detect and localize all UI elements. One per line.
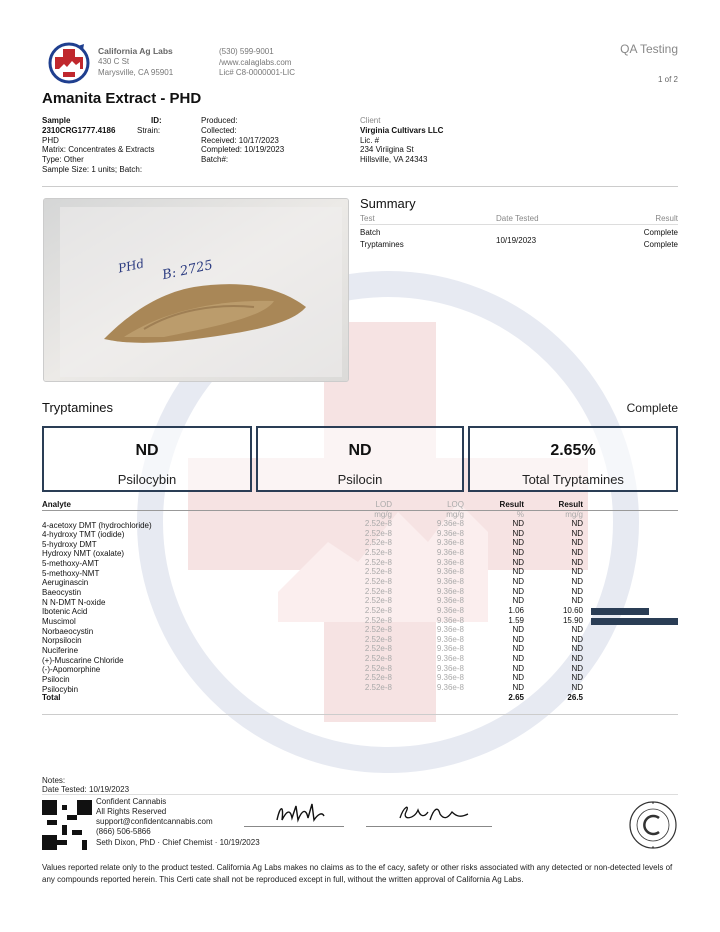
lab-contact [219,47,295,79]
signoff-phone: (866) 506-5866 [96,827,151,836]
signature-image [390,800,480,826]
analyte-result-mgg: ND [571,625,583,635]
analyte-loq: 9.36e-8 [436,683,464,693]
analyte-loq: 9.36e-8 [436,586,464,596]
column-header-result-percent: Result [499,500,524,509]
collected-date: Collected: [201,125,237,135]
client-address2: Hillsville, VA 24343 [360,155,428,165]
analyte-loq: 9.36e-8 [436,654,464,664]
analyte-name: Hydroxy NMT (oxalate) [42,549,125,559]
analyte-name: 4-acetoxy DMT (hydrochloride) [42,520,152,530]
client-label: Client [360,116,381,125]
column-header-lod: LOD [375,500,392,509]
analyte-loq: 9.36e-8 [436,519,464,528]
analyte-loq: 9.36e-8 [436,528,464,538]
column-header-analyte: Analyte [42,500,71,509]
analyte-lod: 2.52e-8 [364,576,392,586]
analyte-result-mgg: ND [571,557,583,567]
unit-result-mgg: mg/g [565,510,583,519]
summary-row-tryptamines-test: Tryptamines [360,240,404,249]
analyte-name: Ibotenic Acid [42,607,88,617]
sample-type: Type: Other [42,155,84,165]
highlight-label: Total Tryptamines [522,472,624,487]
analyte-loq: 9.36e-8 [436,596,464,606]
column-header-loq: LOQ [447,500,464,509]
analyte-lod: 2.52e-8 [364,605,392,615]
total-result-mgg: 26.5 [567,692,583,702]
analyte-lod: 2.52e-8 [364,644,392,654]
analyte-result-mgg: ND [571,654,583,664]
analyte-result-percent: ND [512,519,524,528]
analyte-name: (+)-Muscarine Chloride [42,655,124,665]
analyte-result-mgg: 15.90 [562,615,583,625]
analyte-result-mgg: ND [571,519,583,528]
signature-line [244,826,344,827]
analyte-lod: 2.52e-8 [364,557,392,567]
analyte-result-percent: ND [512,673,524,683]
notes [42,776,129,794]
unit-loq: mg/g [446,510,464,519]
sample-photo [43,198,349,382]
matrix: Matrix: Concentrates & Extracts [42,145,155,155]
highlight-label: Psilocybin [117,472,177,487]
analyte-result-percent: ND [512,625,524,635]
analyte-lod: 2.52e-8 [364,519,392,528]
signoff-company: Confident Cannabis [96,797,167,806]
notes-date-tested: Date Tested: 10/19/2023 [42,785,130,794]
analyte-result-bar [591,608,649,615]
highlight-value: ND [135,442,159,459]
summary-header-test: Test [360,214,375,223]
signature-image [262,800,342,826]
analyte-lod: 2.52e-8 [364,634,392,644]
analyte-lod: 2.52e-8 [364,673,392,683]
summary-header-result: Result [655,214,678,223]
analyte-name: 5-methoxy-NMT [42,568,100,578]
summary-header-date: Date Tested [496,214,539,223]
analyte-result-mgg: ND [571,538,583,548]
analyte-result-percent: ND [512,576,524,586]
page-title: Amanita Extract - PHD [42,90,202,107]
highlight-value: 2.65% [550,442,596,459]
total-result-percent: 2.65 [508,692,524,702]
sample-dates [201,116,284,165]
analyte-result-mgg: 10.60 [562,605,583,615]
sample-id: 2310CRG1777.4186 [42,125,116,135]
signer-title: Chief Chemist [162,838,213,847]
summary-title: Summary [360,196,416,211]
analyte-result-percent: ND [512,663,524,673]
photo-writing-batch-name: PHd [116,256,146,276]
summary-row-tryptamines-date: 10/19/2023 [496,236,537,245]
analyte-result-percent: ND [512,683,524,693]
analyte-result-mgg: ND [571,634,583,644]
analyte-result-mgg: ND [571,663,583,673]
lab-name: California Ag Labs [98,46,173,56]
signoff-signer-block: Seth Dixon, PhD · Chief Chemist · 10/19/2023 [96,838,260,847]
analyte-name: 4-hydroxy TMT (iodide) [42,530,125,540]
analyte-result-percent: ND [512,596,524,606]
analyte-loq: 9.36e-8 [436,663,464,673]
analyte-name: N N-DMT N-oxide [42,597,106,607]
analyte-lod: 2.52e-8 [364,683,392,693]
photo-writing-batch-code: B: 2725 [160,257,215,284]
analyte-result-percent: ND [512,634,524,644]
analyte-lod: 2.52e-8 [364,663,392,673]
unit-result-percent: % [516,510,524,519]
analyte-result-mgg: ND [571,576,583,586]
analyte-result-percent: ND [512,528,524,538]
analyte-lod: 2.52e-8 [364,615,392,625]
highlight-psilocybin [42,426,252,492]
report-type: QA Testing [620,42,678,56]
strain-label: Strain: [137,126,161,135]
lab-website[interactable]: /www.calaglabs.com [219,57,292,67]
sample-label: Sample [42,116,71,125]
summary-row-tryptamines-result: Complete [643,240,678,249]
signoff-block [96,797,213,837]
analyte-result-mgg: ND [571,528,583,538]
client-name: Virginia Cultivars LLC [360,125,444,135]
analyte-result-mgg: ND [571,547,583,557]
id-label: ID: [151,116,162,125]
analyte-result-percent: 1.59 [508,615,524,625]
analyte-loq: 9.36e-8 [436,634,464,644]
analyte-name: Norpsilocin [42,636,82,646]
analyte-result-percent: ND [512,547,524,557]
section-title: Tryptamines [42,400,114,415]
footer-disclaimer: Values reported relate only to the product tested. California Ag Labs makes no claims as to the ef cacy, safety or other risks associated with any detected or non-detected levels of any compounds reported herein. This Certi cate shall not be reproduced except in full, without the written approval of California Ag Labs. [42,863,673,884]
table-bottom-divider [42,714,678,715]
analyte-name: Psilocybin [42,684,79,694]
sample-size: Sample Size: 1 units; Batch: [42,164,143,174]
lab-phone: (530) 599-9001 [219,47,274,56]
signoff-rights: All Rights Reserved [96,807,167,816]
analyte-result-mgg: ND [571,683,583,693]
analyte-loq: 9.36e-8 [436,547,464,557]
analyte-result-percent: ND [512,567,524,577]
sample-info [42,116,154,175]
client-address1: 234 Viriigina St [360,145,414,155]
signoff-date: 10/19/2023 [219,838,260,847]
summary-divider [360,224,678,225]
confident-cannabis-seal-icon [628,800,678,850]
analyte-result-mgg: ND [571,673,583,683]
analyte-lod: 2.52e-8 [364,654,392,664]
analyte-name: 5-hydroxy DMT [42,539,97,549]
column-header-result-mgg: Result [558,500,583,509]
highlight-value: ND [348,442,372,459]
received-date: Received: 10/17/2023 [201,135,279,145]
analyte-loq: 9.36e-8 [436,576,464,586]
analyte-name: 5-methoxy-AMT [42,559,99,569]
analyte-result-percent: ND [512,644,524,654]
analyte-name: Muscimol [42,617,76,626]
divider [42,186,678,187]
client-info [360,116,443,165]
analyte-result-mgg: ND [571,596,583,606]
lab-address [98,57,173,78]
signature-line [366,826,492,827]
highlight-label: Psilocin [337,472,383,487]
analyte-result-percent: 1.06 [508,605,524,615]
analyte-name: Norbaeocystin [42,626,94,636]
analyte-result-bar [591,618,678,625]
page-number: 1 of 2 [657,75,678,84]
unit-lod: mg/g [374,510,392,519]
lab-license: Lic# C8-0000001-LIC [219,68,296,77]
highlight-total-tryptamines [468,426,678,492]
section-status: Complete [626,401,678,415]
analyte-name: (-)-Apomorphine [42,665,101,675]
analyte-lod: 2.52e-8 [364,528,392,538]
sample-bag-image [44,199,349,382]
analyte-loq: 9.36e-8 [436,557,464,567]
notes-divider [42,794,678,795]
produced-date: Produced: [201,116,238,125]
analyte-lod: 2.52e-8 [364,586,392,596]
qr-code-icon[interactable] [42,800,92,850]
analyte-loq: 9.36e-8 [436,644,464,654]
analyte-loq: 9.36e-8 [436,673,464,683]
analyte-lod: 2.52e-8 [364,567,392,577]
analyte-lod: 2.52e-8 [364,538,392,548]
analyte-result-percent: ND [512,538,524,548]
analyte-result-percent: ND [512,654,524,664]
analyte-lod: 2.52e-8 [364,547,392,557]
analyte-loq: 9.36e-8 [436,615,464,625]
summary-row-batch-result: Complete [643,228,678,237]
analyte-loq: 9.36e-8 [436,567,464,577]
lab-address-line1: 430 C St [98,57,130,66]
analyte-name: Nuciferine [42,645,79,655]
lab-logo-icon [48,42,90,84]
client-license: Lic. # [360,135,380,145]
analyte-name: Baeocystin [42,588,82,598]
completed-date: Completed: 10/19/2023 [201,145,285,155]
summary-row-batch-test: Batch [360,228,381,237]
analyte-loq: 9.36e-8 [436,538,464,548]
signer-name: Seth Dixon, PhD [96,838,156,847]
analyte-lod: 2.52e-8 [364,596,392,606]
lab-address-line2: Marysville, CA 95901 [98,67,174,77]
analyte-lod: 2.52e-8 [364,625,392,635]
batch-name: PHD [42,135,59,145]
signoff-email[interactable]: support@confidentcannabis.com [96,817,213,826]
notes-label: Notes: [42,776,66,785]
batch-number: Batch#: [201,155,229,165]
analyte-result-percent: ND [512,586,524,596]
analyte-name: Aeruginascin [42,578,89,588]
analyte-result-mgg: ND [571,586,583,596]
highlight-psilocin [256,426,464,492]
analyte-result-mgg: ND [571,567,583,577]
analyte-loq: 9.36e-8 [436,605,464,615]
analyte-loq: 9.36e-8 [436,625,464,635]
total-label: Total [42,692,61,702]
analyte-result-mgg: ND [571,644,583,654]
analyte-name: Psilocin [42,674,70,684]
analyte-result-percent: ND [512,557,524,567]
